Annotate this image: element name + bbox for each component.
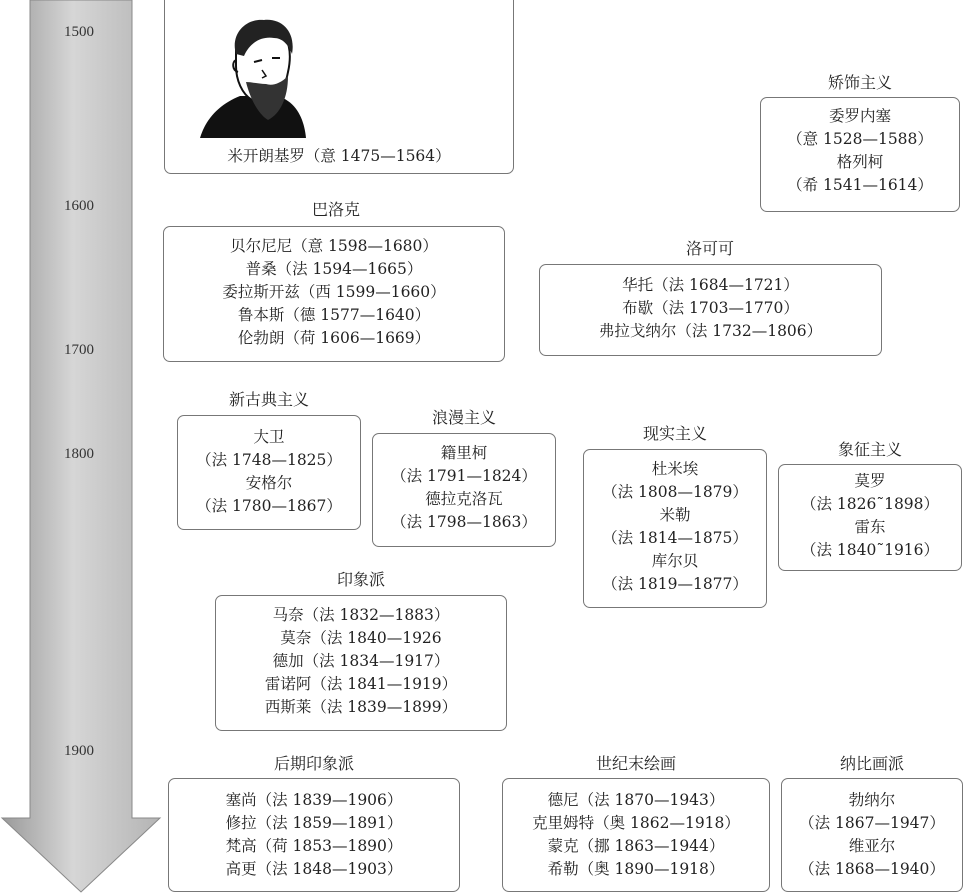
artist-line: （法 1748—1825） [196, 451, 342, 469]
artist-line: 库尔贝 [651, 552, 699, 570]
artist-line: 雷诺阿（法 1841—1919） [264, 675, 458, 693]
impressionism-box [215, 595, 507, 731]
artist-line: 德加（法 1834—1917） [272, 652, 450, 670]
mannerism-box [760, 97, 960, 212]
year-1900: 1900 [64, 743, 94, 759]
artist-line: 莫奈（法 1840—1926 [280, 629, 442, 647]
artist-line: 希勒（奥 1890—1918） [547, 860, 725, 878]
artist-line: 籍里柯 [440, 444, 488, 462]
artist-line: （法 1791—1824） [391, 467, 537, 485]
symbolism-box [778, 464, 962, 571]
artist-line: 安格尔 [245, 474, 293, 492]
artist-line: （希 1541—1614） [787, 176, 933, 194]
artist-line: （法 1826˜1898） [800, 495, 940, 513]
artist-line: 贝尔尼尼（意 1598—1680） [230, 237, 438, 255]
year-1800: 1800 [64, 446, 94, 462]
artist-line: （意 1528—1588） [787, 130, 933, 148]
artist-line: 高更（法 1848—1903） [225, 860, 403, 878]
artist-line: （法 1867—1947） [799, 814, 945, 832]
artist-line: 克里姆特（奥 1862—1918） [532, 814, 740, 832]
artist-line: 勃纳尔 [848, 791, 896, 809]
artist-line: 格列柯 [836, 153, 884, 171]
artist-line: （法 1798—1863） [391, 513, 537, 531]
artist-line: 委拉斯开兹（西 1599—1660） [222, 283, 446, 301]
michelangelo-caption: 米开朗基罗（意 1475—1564） [227, 147, 451, 165]
artist-line: 华托（法 1684—1721） [622, 276, 799, 294]
artist-line: 修拉（法 1859—1891） [225, 814, 403, 832]
symbolism-title: 象征主义 [837, 440, 902, 459]
realism-box [583, 449, 767, 608]
neoclassicism-title: 新古典主义 [228, 390, 309, 409]
artist-line: 大卫 [253, 428, 285, 446]
nabis-title: 纳比画派 [839, 754, 904, 773]
mannerism-title: 矫饰主义 [827, 73, 892, 92]
artist-line: 委罗内塞 [828, 107, 891, 125]
artist-line: 普桑（法 1594—1665） [245, 260, 423, 278]
artist-line: （法 1814—1875） [602, 529, 748, 547]
baroque-title: 巴洛克 [311, 200, 360, 219]
year-1700: 1700 [64, 342, 94, 358]
artist-line: 雷东 [854, 518, 886, 536]
artist-line: 米勒 [659, 506, 691, 524]
artist-line: 马奈（法 1832—1883） [272, 606, 450, 624]
rococo-box [539, 264, 882, 356]
romanticism-title: 浪漫主义 [431, 408, 496, 427]
artist-line: （法 1868—1940） [799, 860, 945, 878]
post-impressionism-title: 后期印象派 [273, 754, 354, 773]
year-1500: 1500 [64, 24, 94, 40]
artist-line: 伦勃朗（荷 1606—1669） [237, 329, 431, 347]
artist-line: 维亚尔 [848, 837, 896, 855]
artist-line: 蒙克（挪 1863—1944） [547, 837, 725, 855]
artist-line: 西斯莱（法 1839—1899） [264, 698, 458, 716]
artist-line: （法 1840˜1916） [800, 541, 940, 559]
year-1600: 1600 [64, 198, 94, 214]
artist-line: 莫罗 [854, 472, 886, 490]
michelangelo-portrait-icon [196, 14, 308, 142]
artist-line: 德拉克洛瓦 [425, 490, 503, 508]
post-impressionism-box [168, 778, 460, 892]
impressionism-title: 印象派 [336, 570, 385, 589]
baroque-box [163, 226, 505, 362]
neoclassicism-box [177, 415, 361, 530]
realism-title: 现实主义 [642, 424, 707, 443]
artist-line: 布歇（法 1703—1770） [622, 299, 799, 317]
artist-line: （法 1780—1867） [196, 497, 342, 515]
fin-de-siecle-title: 世纪末绘画 [595, 754, 676, 773]
romanticism-box [372, 433, 556, 547]
artist-line: 杜米埃 [651, 460, 699, 478]
artist-line: （法 1808—1879） [602, 483, 748, 501]
nabis-box [781, 778, 963, 892]
artist-line: 弗拉戈纳尔（法 1732—1806） [598, 322, 823, 340]
fin-de-siecle-box [502, 778, 770, 892]
artist-line: （法 1819—1877） [602, 575, 748, 593]
artist-line: 梵高（荷 1853—1890） [225, 837, 403, 855]
artist-line: 塞尚（法 1839—1906） [225, 791, 403, 809]
artist-line: 德尼（法 1870—1943） [547, 791, 725, 809]
artist-line: 鲁本斯（德 1577—1640） [237, 306, 431, 324]
rococo-title: 洛可可 [685, 239, 734, 258]
